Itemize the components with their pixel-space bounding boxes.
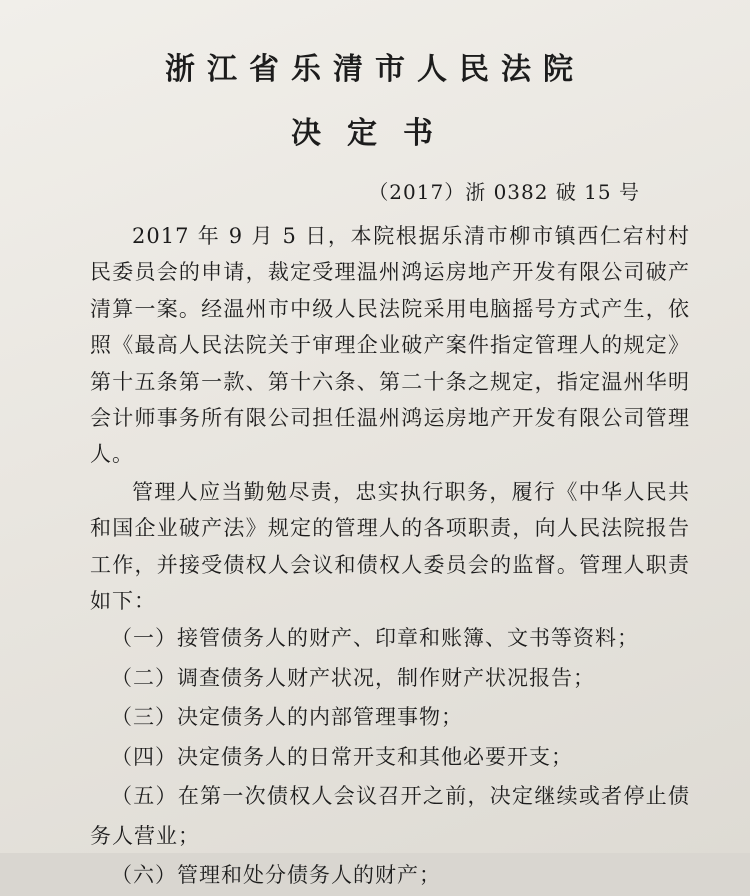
paragraph-duties-intro: 管理人应当勤勉尽责，忠实执行职务，履行《中华人民共和国企业破产法》规定的管理人的各项职责，向人民法院报告工作，并接受债权人会议和债权人委员会的监督。管理人职责如下：	[90, 479, 690, 614]
duty-item-1: （一）接管债务人的财产、印章和账簿、文书等资料；	[111, 626, 639, 651]
duty-item-5: （五）在第一次债权人会议召开之前，决定继续或者停止债务人营业；	[90, 784, 690, 848]
duty-item-3: （三）决定债务人的内部管理事物；	[111, 705, 463, 730]
document-body	[90, 218, 690, 896]
document-type-title: 决定书	[291, 116, 459, 151]
paragraph-appointment: 2017 年 9 月 5 日，本院根据乐清市柳市镇西仁宕村村民委员会的申请，裁定受理温州鸿运房地产开发有限公司破产清算一案。经温州市中级人民法院采用电脑摇号方式产生，依照《最高人民法院关于审理企业破产案件指定管理人的规定》第十五条第一款、第十六条、第二十条之规定，指定温州华明会计师事务所有限公司担任温州鸿运房地产开发有限公司管理人。	[90, 224, 690, 467]
duty-item-6: （六）管理和处分债务人的财产；	[111, 863, 441, 888]
duty-item-4: （四）决定债务人的日常开支和其他必要开支；	[111, 744, 573, 769]
case-number: （2017）浙 0382 破 15 号	[368, 180, 640, 204]
duty-item-2: （二）调查债务人财产状况，制作财产状况报告；	[111, 665, 595, 690]
court-name: 浙江省乐清市人民法院	[165, 52, 585, 87]
